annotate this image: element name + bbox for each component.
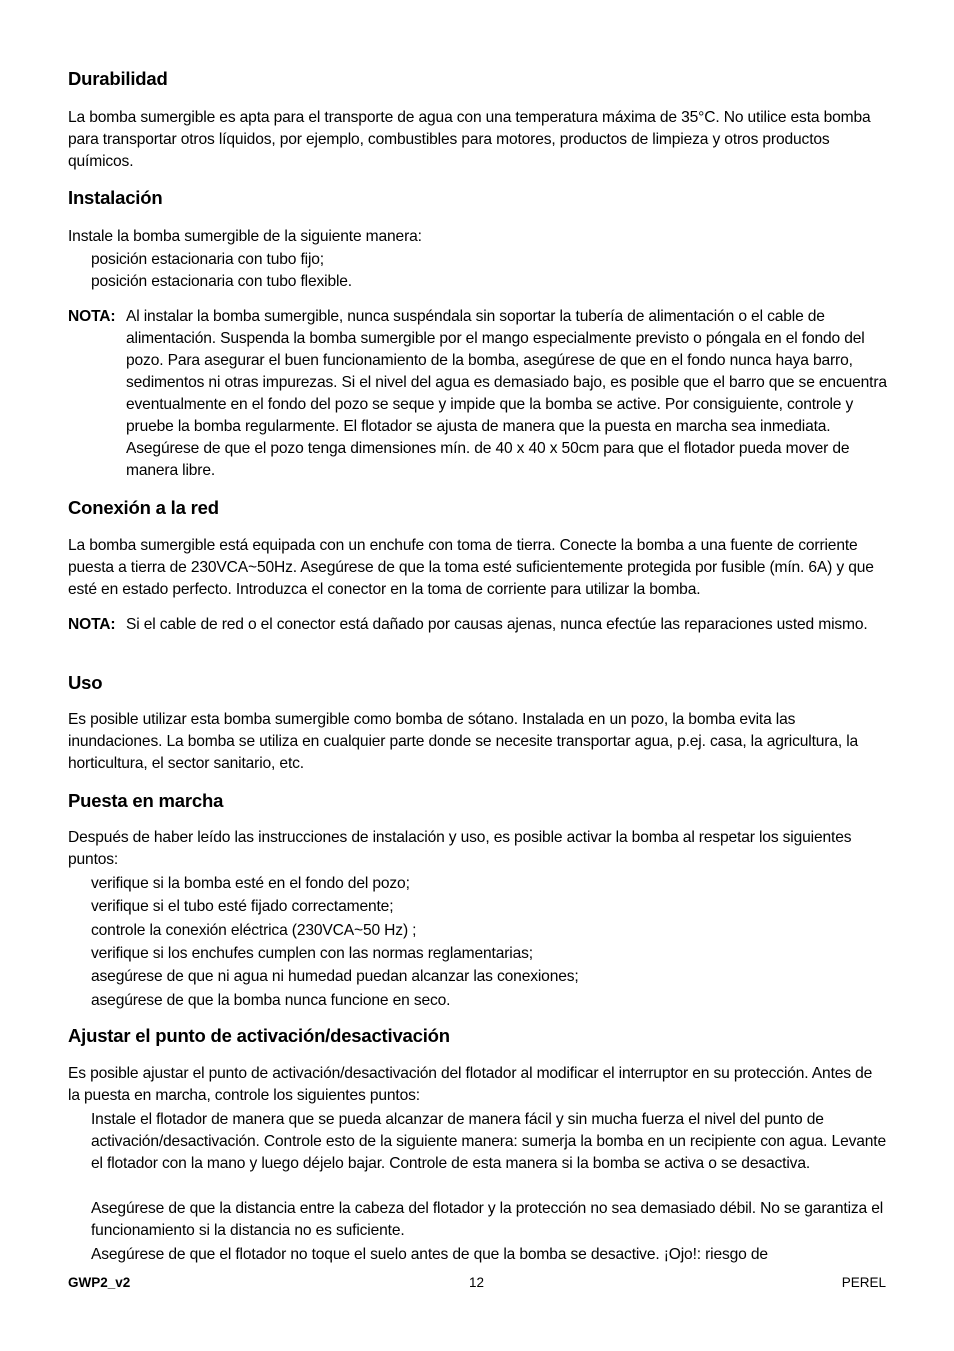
instalacion-intro: Instale la bomba sumergible de la siguiente manera: — [68, 228, 422, 245]
instalacion-item: posición estacionaria con tubo flexible. — [91, 273, 352, 290]
heading-puesta: Puesta en marcha — [68, 790, 224, 811]
heading-conexion: Conexión a la red — [68, 497, 219, 518]
puesta-item: asegúrese de que ni agua ni humedad puedan alcanzar las conexiones; — [91, 968, 579, 985]
ajustar-intro: Es posible ajustar el punto de activación/desactivación del flotador al modificar el interruptor en su protección. Antes de la puesta en marcha, controle los siguientes puntos: — [68, 1065, 873, 1104]
footer-model: GWP2_v2 — [68, 1275, 131, 1290]
puesta-item: verifique si el tubo esté fijado correctamente; — [91, 898, 394, 915]
heading-uso: Uso — [68, 672, 103, 693]
ajustar-item: Asegúrese de que la distancia entre la cabeza del flotador y la protección no sea demasiado débil. No se garantiza el funcionamiento si la distancia no es suficiente. — [91, 1200, 884, 1239]
instalacion-item: posición estacionaria con tubo fijo; — [91, 251, 324, 268]
instalacion-nota-text: Al instalar la bomba sumergible, nunca suspéndala sin soportar la tubería de alimentación o el cable de alimentación. Suspenda la bomba sumergible por el mango especialmente previsto o póngala en el fondo del pozo. Para asegurar el buen funcionamiento de la bomba, asegúrese de que en el fondo nunca haya barro, sedimentos ni otras impurezas. Si el nivel del agua es demasiado bajo, es posible que el barro que se encuentra eventualmente en el fondo del pozo se seque y impide que la bomba se active. Por consiguiente, controle y pruebe la bomba regularmente. El flotador se ajusta de manera que la puesta en marcha sea inmediata. Asegúrese de que el pozo tenga dimensiones mín. de 40 x 40 x 50cm para que el flotador pueda mover de manera libre. — [126, 308, 887, 479]
footer-page-number: 12 — [469, 1275, 485, 1290]
nota-label: NOTA: — [68, 616, 116, 633]
heading-instalacion: Instalación — [68, 187, 163, 208]
footer-brand: PEREL — [841, 1275, 886, 1290]
uso-body: Es posible utilizar esta bomba sumergible como bomba de sótano. Instalada en un pozo, la bomba evita las inundaciones. La bomba se utiliza en cualquier parte donde se necesite transportar agua, p.ej. casa, la agricultura, la horticultura, el sector sanitario, etc. — [68, 711, 859, 772]
puesta-item: verifique si la bomba esté en el fondo del pozo; — [91, 875, 410, 892]
puesta-intro: Después de haber leído las instrucciones de instalación y uso, es posible activar la bomba al respetar los siguientes puntos: — [68, 829, 852, 868]
conexion-body: La bomba sumergible está equipada con un enchufe con toma de tierra. Conecte la bomba a una fuente de corriente puesta a tierra de 230VCA~50Hz. Asegúrese de que la toma esté suficientemente protegida por fusible (mín. 6A) y que esté en estado perfecto. Introduzca el conector en la toma de corriente para utilizar la bomba. — [68, 537, 874, 598]
puesta-item: verifique si los enchufes cumplen con las normas reglamentarias; — [91, 945, 533, 962]
ajustar-item: Instale el flotador de manera que se pueda alcanzar de manera fácil y sin mucha fuerza el nivel del punto de activación/desactivación. Controle esto de la siguiente manera: sumerja la bomba en un recipiente con agua. Levante el flotador con la mano y luego déjelo bajar. Controle de esta manera si la bomba se activa o se desactiva. — [91, 1111, 886, 1172]
ajustar-item: Asegúrese de que el flotador no toque el suelo antes de que la bomba se desactive. ¡Ojo!: riesgo de — [91, 1246, 768, 1263]
heading-durabilidad: Durabilidad — [68, 68, 168, 89]
puesta-item: asegúrese de que la bomba nunca funcione en seco. — [91, 992, 451, 1009]
conexion-nota-text: Si el cable de red o el conector está dañado por causas ajenas, nunca efectúe las reparaciones usted mismo. — [126, 616, 868, 633]
puesta-item: controle la conexión eléctrica (230VCA~50 Hz) ; — [91, 922, 417, 939]
heading-ajustar: Ajustar el punto de activación/desactivación — [68, 1025, 450, 1046]
durabilidad-body: La bomba sumergible es apta para el transporte de agua con una temperatura máxima de 35°C. No utilice esta bomba para transportar otros líquidos, por ejemplo, combustibles para motores, productos de limpieza y otros productos químicos. — [68, 109, 871, 170]
nota-label: NOTA: — [68, 308, 116, 325]
